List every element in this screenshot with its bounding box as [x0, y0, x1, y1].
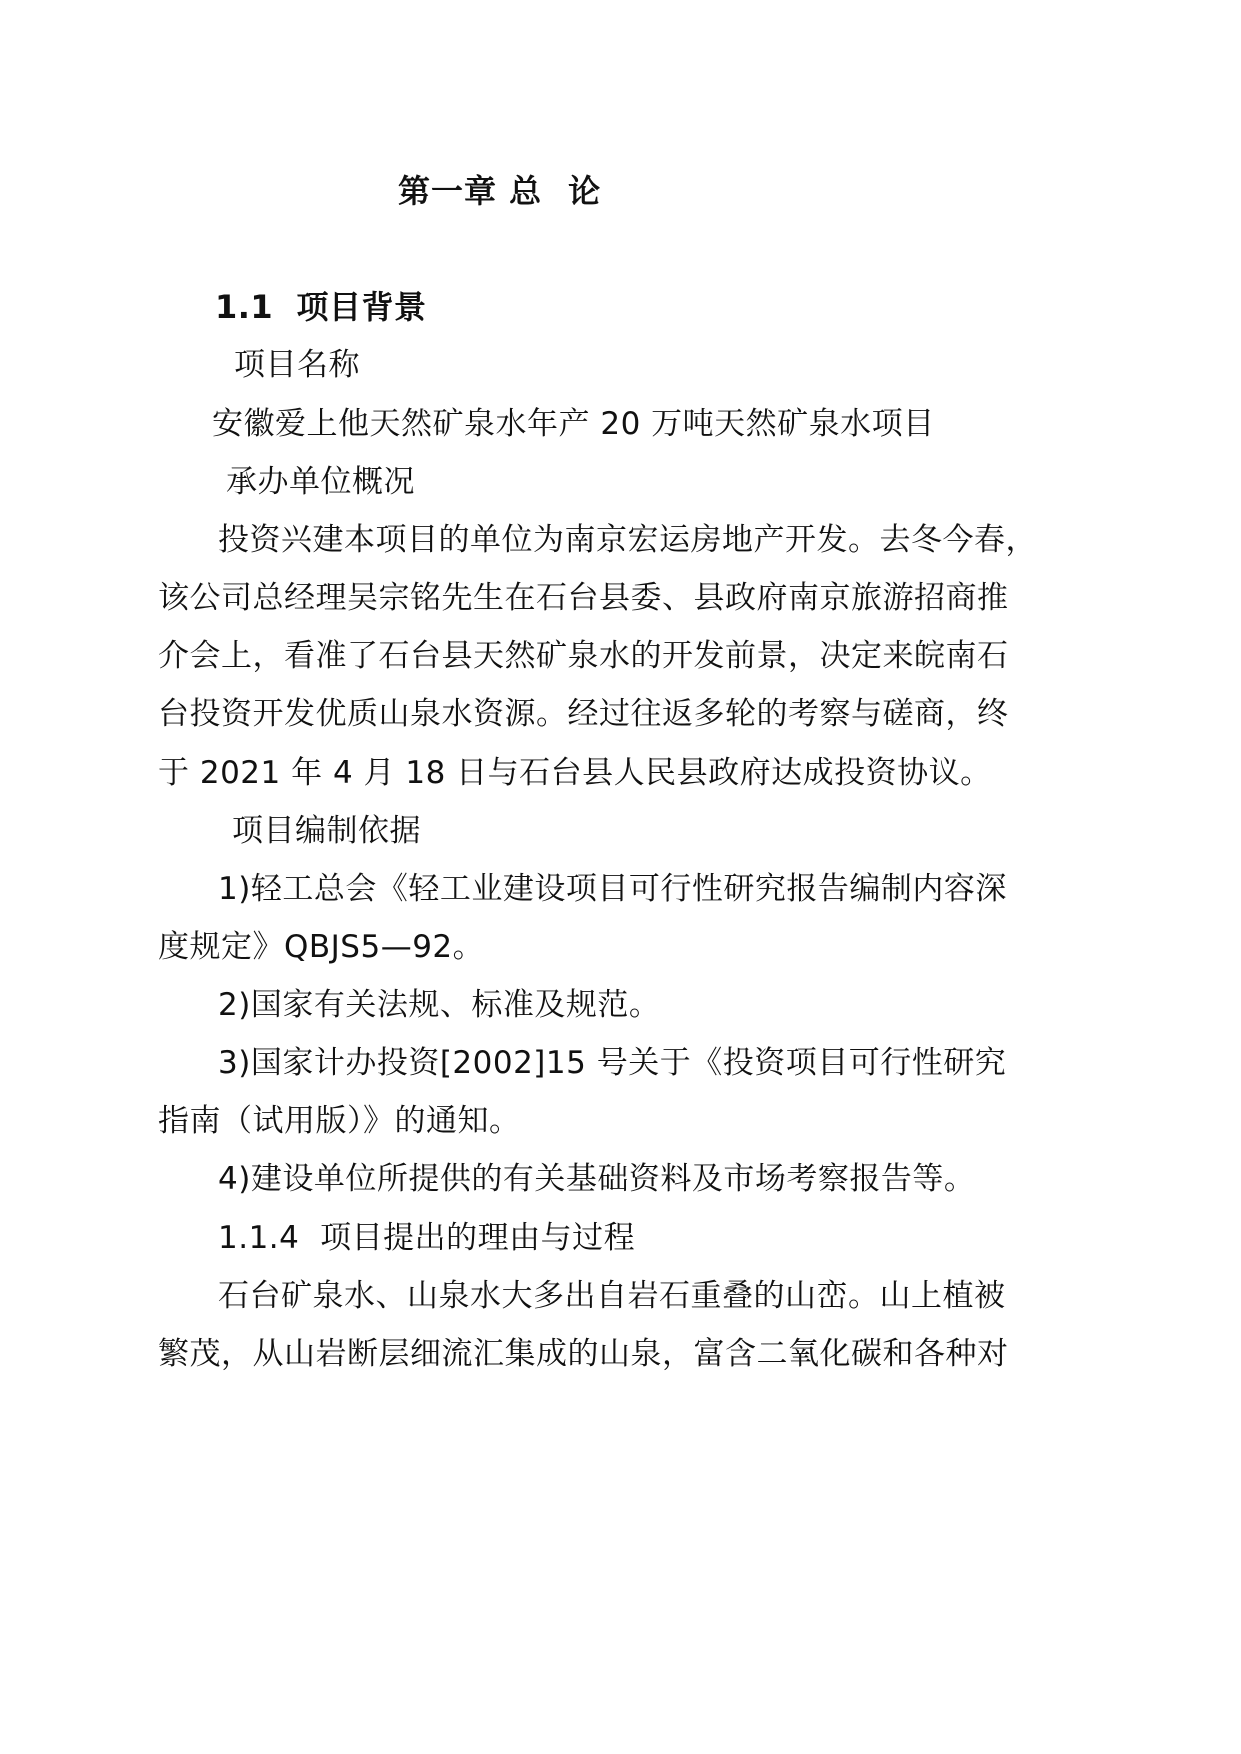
basis-item-3-line: 3)国家计办投资[2002]15 号关于《投资项目可行性研究 — [218, 1045, 1007, 1081]
project-name-value: 安徽爱上他天然矿泉水年产 20 万吨天然矿泉水项目 — [212, 406, 935, 442]
chapter-title — [398, 171, 601, 211]
organizer-paragraph-line: 介会上，看准了石台县天然矿泉水的开发前景，决定来皖南石 — [158, 638, 1009, 674]
subsection-heading-1-1-4 — [218, 1218, 635, 1258]
chapter-title-part-b: 论 — [568, 172, 602, 210]
organizer-paragraph-line: 台投资开发优质山泉水资源。经过往返多轮的考察与磋商，终 — [158, 696, 1009, 732]
subheading-organizer: 承办单位概况 — [226, 464, 415, 500]
chapter-title-part-a: 第一章 总 — [398, 172, 543, 210]
reason-paragraph-line: 石台矿泉水、山泉水大多出自岩石重叠的山峦。山上植被 — [218, 1278, 1006, 1314]
subsection-number: 1.1.4 — [218, 1220, 300, 1256]
subheading-project-name: 项目名称 — [234, 347, 360, 383]
organizer-paragraph-line: 投资兴建本项目的单位为南京宏运房地产开发。去冬今春， — [218, 522, 1037, 558]
section-heading-1-1 — [215, 287, 426, 327]
basis-item-1-line: 度规定》QBJS5—92。 — [158, 929, 485, 965]
subsection-title: 项目提出的理由与过程 — [320, 1220, 636, 1256]
reason-paragraph-line: 繁茂，从山岩断层细流汇集成的山泉，富含二氧化碳和各种对 — [158, 1336, 1009, 1372]
organizer-paragraph-line: 于 2021 年 4 月 18 日与石台县人民县政府达成投资协议。 — [158, 755, 992, 791]
basis-item-1-line: 1)轻工总会《轻工业建设项目可行性研究报告编制内容深 — [218, 871, 1007, 907]
subheading-basis: 项目编制依据 — [232, 813, 421, 849]
basis-item-2: 2)国家有关法规、标准及规范。 — [218, 987, 661, 1023]
basis-item-4: 4)建设单位所提供的有关基础资料及市场考察报告等。 — [218, 1161, 976, 1197]
section-title: 项目背景 — [296, 288, 427, 326]
basis-item-3-line: 指南（试用版）》的通知。 — [158, 1103, 521, 1139]
section-number: 1.1 — [215, 288, 274, 326]
organizer-paragraph-line: 该公司总经理吴宗铭先生在石台县委、县政府南京旅游招商推 — [158, 580, 1009, 616]
